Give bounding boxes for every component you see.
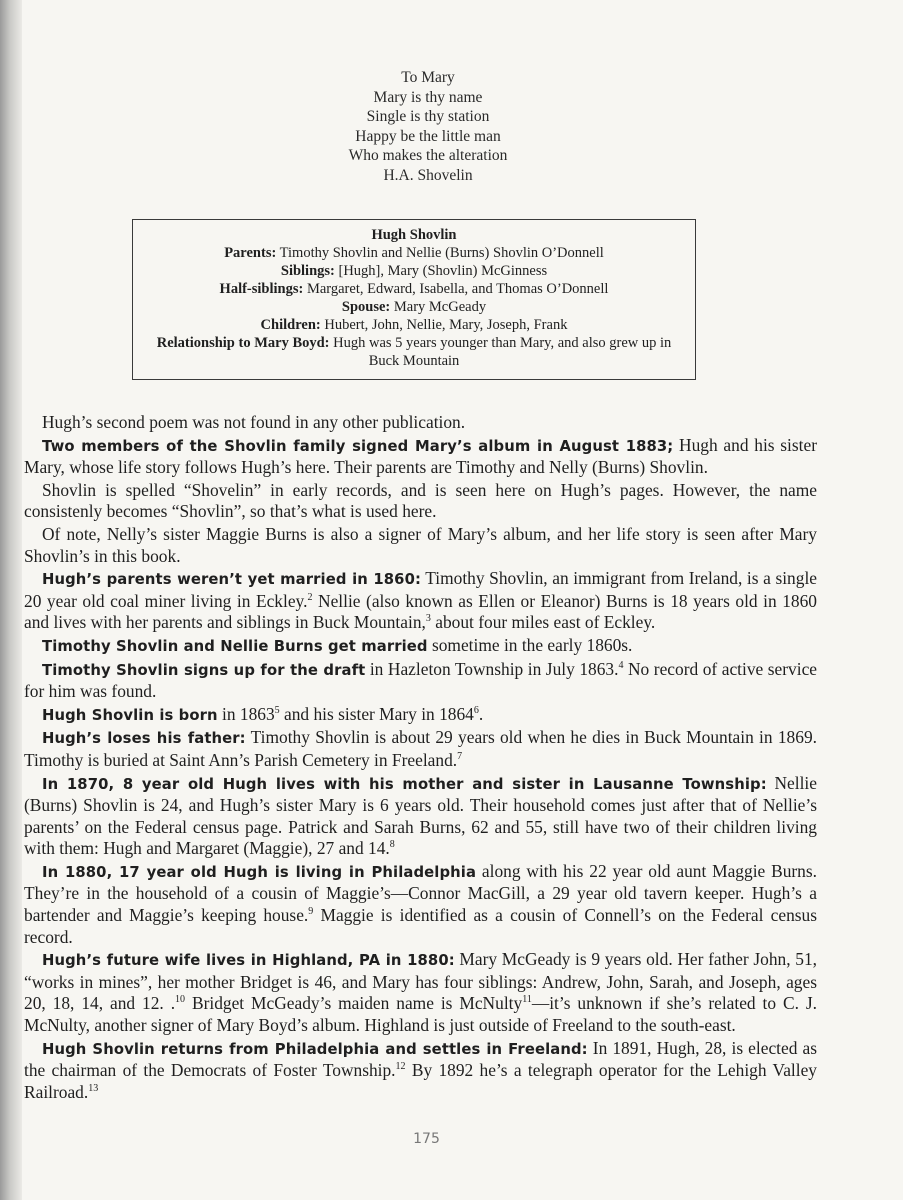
paragraph-lead-heading: Hugh’s loses his father: <box>42 730 246 748</box>
body-paragraph <box>24 1038 817 1104</box>
paragraph-text: Hugh and his sister Mary, whose life story follows Hugh’s here. Their parents are Timothy and Nelly (Burns) Shovlin. <box>24 434 817 478</box>
paragraph-text: Timothy Shovlin is about 29 years old when he dies in Buck Mountain in 1869. Timothy is buried at Saint Ann’s Parish Cemetery in Freeland.$^7$ <box>24 727 817 770</box>
body-paragraph <box>24 435 817 479</box>
body-paragraph <box>24 524 817 567</box>
poem-line: To Mary <box>401 69 455 86</box>
body-text <box>24 412 817 1104</box>
footnote-ref: 7 <box>457 751 463 763</box>
paragraph-lead-heading: In 1870, 8 year old Hugh lives with his mother and sister in Lausanne Township: <box>42 775 767 793</box>
footnote-ref: 11 <box>522 994 532 1006</box>
paragraph-text: in 1863$^5$ and his sister Mary in 1864$^6$. <box>217 703 484 724</box>
footnote-ref: 3 <box>425 613 431 625</box>
body-paragraph <box>24 949 817 1036</box>
paragraph-lead-heading: In 1880, 17 year old Hugh is living in Philadelphia <box>42 863 477 881</box>
paragraph-text: In 1891, Hugh, 28, is elected as the chairman of the Democrats of Foster Township.$^{12}$ By 1892 he’s a telegraph operator for the Lehigh Valley Railroad.$^{13}$ <box>24 1037 817 1102</box>
poem-author: H.A. Shovelin <box>383 166 473 184</box>
info-row-half-siblings: Half-siblings: Margaret, Edward, Isabella, and Thomas O’Donnell <box>219 281 609 297</box>
paragraph-lead-heading: Hugh’s parents weren’t yet married in 1860: <box>42 571 421 589</box>
paragraph-lead-heading: Hugh’s future wife lives in Highland, PA in 1880: <box>42 952 455 970</box>
paragraph-text: Hugh’s second poem was not found in any other publication. <box>42 412 466 432</box>
paragraph-text: Nellie (Burns) Shovlin is 24, and Hugh’s sister Mary is 6 years old. Their household comes just after that of Nellie’s parents’ on the Federal census page. Patrick and Sarah Burns, 62 and 55, still have two of their children living with them: Hugh and Margaret (Maggie), 27 and 14.$^8$ <box>24 772 817 859</box>
paragraph-lead-heading: Timothy Shovlin and Nellie Burns get married <box>42 637 428 655</box>
footnote-ref: 8 <box>389 839 395 851</box>
paragraph-lead-heading: Hugh Shovlin returns from Philadelphia and settles in Freeland: <box>42 1040 588 1058</box>
poem-line: Mary is thy name <box>373 88 483 106</box>
info-row-parents: Parents: Timothy Shovlin and Nellie (Burns) Shovlin O’Donnell <box>224 245 604 261</box>
body-paragraph <box>24 704 817 727</box>
body-paragraph <box>24 861 817 948</box>
body-paragraph <box>24 659 817 703</box>
info-row-relationship: Relationship to Mary Boyd: Hugh was 5 years younger than Mary, and also grew up in Buck Mountain <box>156 335 672 369</box>
person-info-box <box>132 219 696 380</box>
info-box-title: Hugh Shovlin <box>371 227 457 243</box>
poem-line: Who makes the alteration <box>348 147 508 164</box>
paragraph-lead-heading: Hugh Shovlin is born <box>42 706 218 724</box>
paragraph-text: along with his 22 year old aunt Maggie Burns. They’re in the household of a cousin of Maggie’s—Connor MacGill, a 29 year old tavern keeper. Hugh’s a bartender and Maggie’s keeping house.$^9$ Maggie is identified as a cousin of Connell’s on the Federal census record. <box>24 860 817 947</box>
body-paragraph <box>24 412 817 434</box>
poem <box>228 68 628 185</box>
paragraph-lead-heading: Two members of the Shovlin family signed Mary’s album in August 1883; <box>42 437 674 455</box>
page-number: 175 <box>413 1131 440 1147</box>
paragraph-lead-heading: Timothy Shovlin signs up for the draft <box>42 661 366 679</box>
body-paragraph <box>24 480 817 523</box>
info-row-children: Children: Hubert, John, Nellie, Mary, Joseph, Frank <box>260 317 568 333</box>
body-paragraph <box>24 568 817 634</box>
info-row-siblings: Siblings: [Hugh], Mary (Shovlin) McGinness <box>280 263 548 279</box>
paragraph-text: Timothy Shovlin, an immigrant from Ireland, is a single 20 year old coal miner living in Eckley.$^2$ Nellie (also known as Ellen or Eleanor) Burns is 18 years old in 1860 and lives with her parents and siblings in Buck Mountain,$^3$ about four miles east of Eckley. <box>24 568 817 633</box>
paragraph-text: sometime in the early 1860s. <box>427 634 633 655</box>
footnote-ref: 6 <box>473 704 479 716</box>
info-row-spouse: Spouse: Mary McGeady <box>341 299 487 315</box>
body-paragraph <box>24 773 817 860</box>
body-paragraph <box>24 635 817 658</box>
footnote-ref: 13 <box>88 1083 99 1095</box>
footnote-ref: 4 <box>618 659 624 671</box>
body-paragraph <box>24 727 817 771</box>
footnote-ref: 9 <box>308 906 314 918</box>
paragraph-text: in Hazleton Township in July 1863.$^4$ No record of active service for him was found. <box>24 658 818 702</box>
footnote-ref: 12 <box>395 1061 406 1073</box>
footnote-ref: 2 <box>307 591 313 603</box>
poem-line: Single is thy station <box>366 108 490 125</box>
footnote-ref: 5 <box>274 704 280 716</box>
footnote-ref: 10 <box>175 994 186 1006</box>
poem-line: Happy be the little man <box>355 127 501 145</box>
paragraph-text: Of note, Nelly’s sister Maggie Burns is also a signer of Mary’s album, and her life story is seen after Mary Shovlin’s in this book. <box>24 523 817 566</box>
paragraph-text: Mary McGeady is 9 years old. Her father John, 51, “works in mines”, her mother Bridget is 46, and Mary has four siblings: Andrew, John, Sarah, and Joseph, ages 20, 18, 14, and 12. .$^{10}$ Bridget McGeady’s maiden name is McNulty$^{11}$—it’s unknown if she’s related to C. J. McNulty, another signer of Mary Boyd’s album. Highland is just outside of Freeland to the south-east. <box>24 949 817 1036</box>
paragraph-text: Shovlin is spelled “Shovelin” in early records, and is seen here on Hugh’s pages. However, the name consistenly becomes “Shovlin”, so that’s what is used here. <box>24 479 817 522</box>
